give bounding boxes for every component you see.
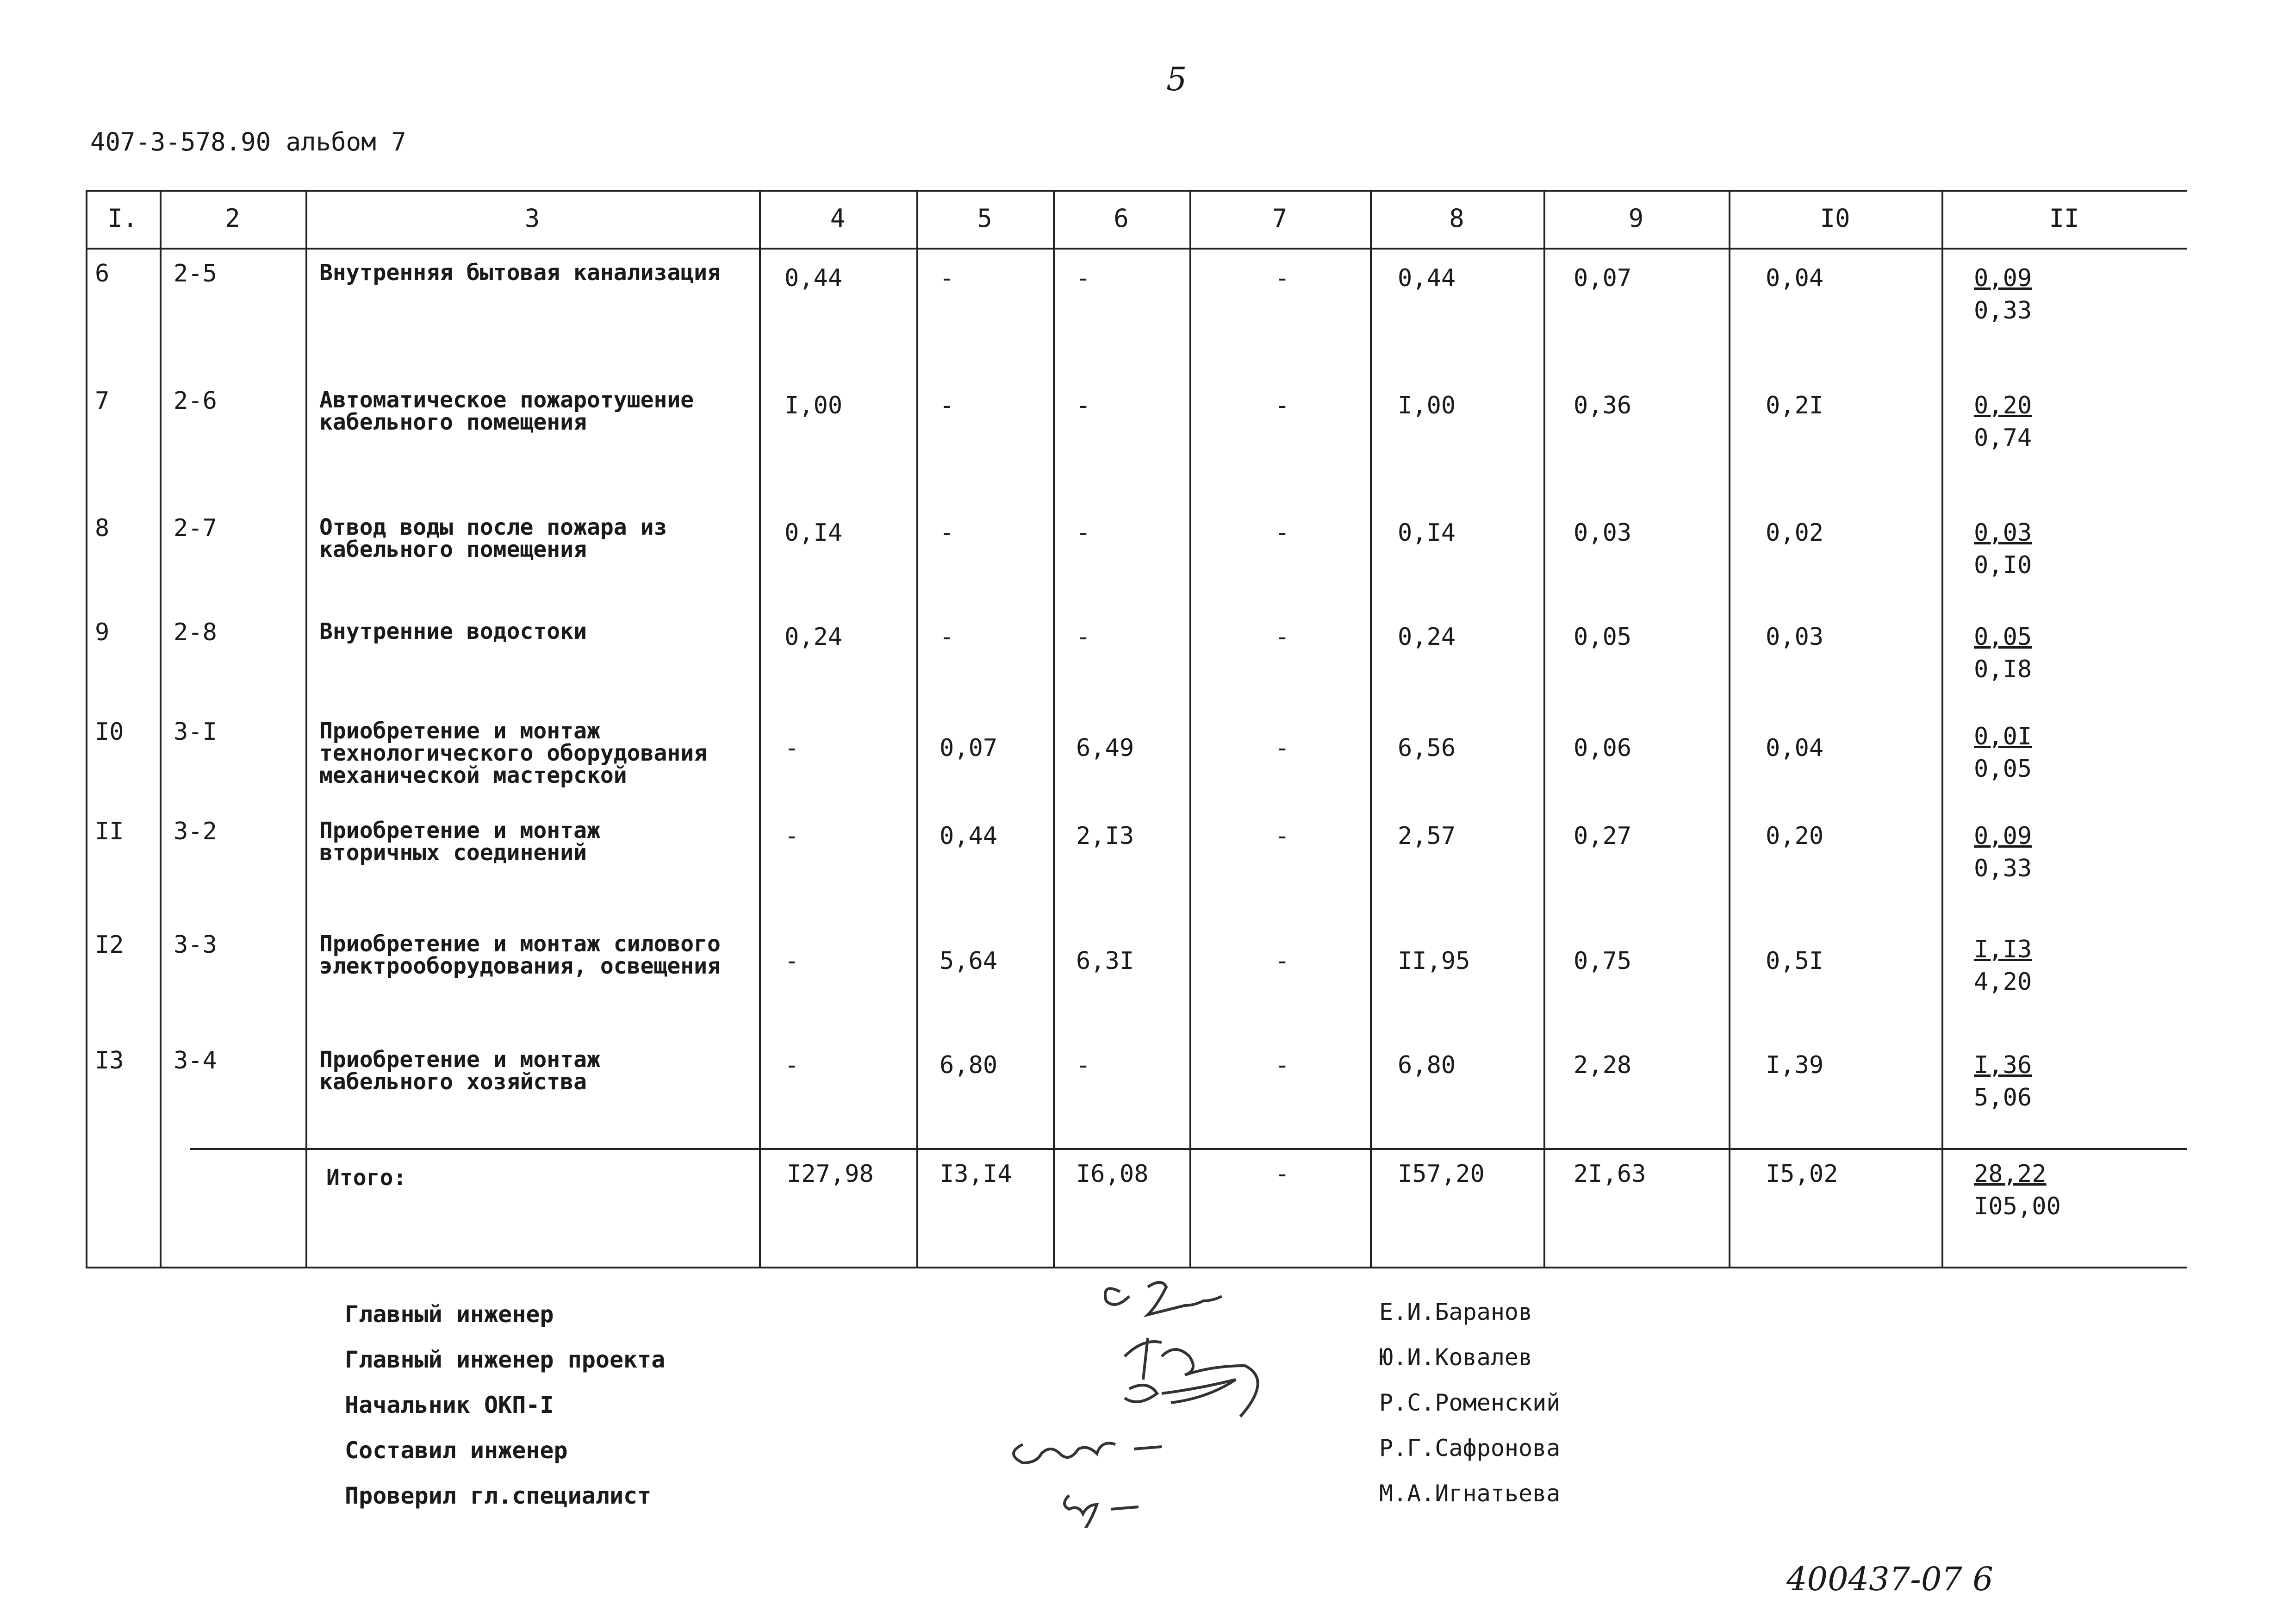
col-7: - — [1275, 947, 1290, 975]
total-col-6: I6,08 — [1076, 1160, 1149, 1188]
col-11-top: 0,03 — [1974, 519, 2032, 547]
header-col-11: II — [2049, 204, 2079, 233]
header-col-3: 3 — [524, 204, 540, 233]
col-line — [86, 190, 87, 1268]
col-7: - — [1275, 623, 1290, 651]
col-5: - — [940, 392, 954, 419]
col-8: II,95 — [1398, 947, 1470, 975]
row-description: Автоматическое пожаротушение кабельного помещения — [319, 387, 694, 435]
col-5: - — [940, 623, 954, 651]
cost-table — [86, 190, 2187, 1268]
col-6: 2,I3 — [1076, 822, 1134, 850]
row-number: I0 — [95, 718, 124, 746]
total-col-7: - — [1275, 1160, 1290, 1188]
header-col-1: I. — [107, 204, 138, 233]
col-line — [1941, 190, 1943, 1268]
col-5: 0,44 — [940, 822, 998, 850]
col-10: 0,04 — [1766, 264, 1824, 292]
col-line — [916, 190, 918, 1268]
col-11-top: 0,05 — [1974, 623, 2032, 651]
col-11-bottom: 0,74 — [1974, 424, 2032, 452]
col-8: 0,44 — [1398, 264, 1456, 292]
col-6: 6,3I — [1076, 947, 1134, 975]
col-9: 0,03 — [1574, 519, 1632, 547]
col-7: - — [1275, 822, 1290, 850]
row-description: Внутренняя бытовая канализация — [319, 260, 721, 286]
total-col-4: I27,98 — [787, 1160, 874, 1188]
col-4: 0,44 — [784, 264, 843, 292]
col-9: 0,07 — [1574, 264, 1632, 292]
row-number: 6 — [95, 260, 110, 287]
row-number: I3 — [95, 1047, 124, 1074]
col-10: 0,5I — [1766, 947, 1824, 975]
total-separator — [190, 1148, 2187, 1150]
page-number: 5 — [1166, 60, 1187, 98]
row-description: Внутренние водостоки — [319, 618, 587, 644]
total-col-5: I3,I4 — [940, 1160, 1012, 1188]
col-4: - — [784, 822, 799, 850]
col-5: 0,07 — [940, 734, 998, 762]
row-code: 3-2 — [174, 818, 217, 845]
archive-stamp: 400437-07 6 — [1786, 1560, 1993, 1598]
col-4: I,00 — [784, 392, 843, 419]
col-8: 2,57 — [1398, 822, 1456, 850]
col-10: 0,04 — [1766, 734, 1824, 762]
header-col-6: 6 — [1114, 204, 1129, 233]
col-line — [1729, 190, 1730, 1268]
col-11-bottom: 0,I0 — [1974, 551, 2032, 579]
col-11-top: I,36 — [1974, 1051, 2032, 1079]
row-code: 2-5 — [174, 260, 217, 287]
col-10: 0,03 — [1766, 623, 1824, 651]
col-6: - — [1076, 519, 1091, 547]
col-6: 6,49 — [1076, 734, 1134, 762]
signature-role: Главный инженер — [345, 1301, 554, 1328]
col-10: 0,2I — [1766, 392, 1824, 419]
col-line — [160, 190, 162, 1268]
col-9: 0,05 — [1574, 623, 1632, 651]
col-8: 0,24 — [1398, 623, 1456, 651]
col-7: - — [1275, 519, 1290, 547]
col-9: 0,06 — [1574, 734, 1632, 762]
col-7: - — [1275, 392, 1290, 419]
row-number: 7 — [95, 387, 110, 415]
signature-role: Проверил гл.специалист — [345, 1482, 652, 1509]
header-col-10: I0 — [1820, 204, 1850, 233]
col-8: I,00 — [1398, 392, 1456, 419]
header-col-4: 4 — [830, 204, 846, 233]
col-8: 0,I4 — [1398, 519, 1456, 547]
col-11-bottom: 0,33 — [1974, 855, 2032, 882]
col-10: I,39 — [1766, 1051, 1824, 1079]
col-9: 2,28 — [1574, 1051, 1632, 1079]
header-col-5: 5 — [977, 204, 992, 233]
col-5: - — [940, 519, 954, 547]
col-6: - — [1076, 392, 1091, 419]
col-11-top: 0,0I — [1974, 723, 2032, 750]
header-col-2: 2 — [225, 204, 240, 233]
col-11-bottom: 0,I8 — [1974, 656, 2032, 683]
col-5: 6,80 — [940, 1051, 998, 1079]
col-4: 0,I4 — [784, 519, 843, 547]
col-6: - — [1076, 264, 1091, 292]
col-11-bottom: 4,20 — [1974, 968, 2032, 996]
total-col-9: 2I,63 — [1574, 1160, 1646, 1188]
col-5: 5,64 — [940, 947, 998, 975]
header-col-8: 8 — [1449, 204, 1464, 233]
signature-name: Р.С.Роменский — [1379, 1389, 1561, 1416]
signature-role: Составил инженер — [345, 1437, 568, 1464]
col-line — [759, 190, 761, 1268]
row-description: Приобретение и монтаж кабельного хозяйства — [319, 1047, 600, 1095]
row-number: 9 — [95, 618, 110, 646]
col-4: 0,24 — [784, 623, 843, 651]
col-line — [1053, 190, 1055, 1268]
total-label: Итого: — [326, 1165, 407, 1191]
header-bottom-border — [86, 248, 2187, 250]
col-line — [305, 190, 307, 1268]
col-11-top: 0,20 — [1974, 392, 2032, 419]
col-8: 6,56 — [1398, 734, 1456, 762]
row-description: Приобретение и монтаж вторичных соединений — [319, 818, 600, 866]
signature-role: Главный инженер проекта — [345, 1346, 666, 1373]
col-7: - — [1275, 264, 1290, 292]
row-code: 3-I — [174, 718, 217, 746]
row-number: II — [95, 818, 124, 845]
col-6: - — [1076, 1051, 1091, 1079]
col-7: - — [1275, 734, 1290, 762]
row-code: 2-8 — [174, 618, 217, 646]
handwritten-signatures — [1009, 1268, 1361, 1528]
signature-role: Начальник ОКП-I — [345, 1392, 554, 1418]
col-9: 0,36 — [1574, 392, 1632, 419]
signature-name: Ю.И.Ковалев — [1379, 1344, 1533, 1371]
row-description: Приобретение и монтаж технологического оборудования механической мастерской — [319, 718, 708, 788]
col-11-bottom: 0,33 — [1974, 297, 2032, 325]
row-number: I2 — [95, 931, 124, 959]
header-col-7: 7 — [1272, 204, 1288, 233]
col-11-bottom: 0,05 — [1974, 755, 2032, 783]
row-code: 2-6 — [174, 387, 217, 415]
col-11-top: 0,09 — [1974, 822, 2032, 850]
col-11-bottom: 5,06 — [1974, 1084, 2032, 1112]
col-9: 0,27 — [1574, 822, 1632, 850]
signature-name: Р.Г.Сафронова — [1379, 1435, 1561, 1462]
header-col-9: 9 — [1628, 204, 1644, 233]
col-11-top: I,I3 — [1974, 936, 2032, 963]
total-col-8: I57,20 — [1398, 1160, 1485, 1188]
row-description: Отвод воды после пожара из кабельного помещения — [319, 514, 667, 562]
col-line — [1370, 190, 1372, 1268]
col-4: - — [784, 947, 799, 975]
signature-name: Е.И.Баранов — [1379, 1299, 1533, 1325]
total-col-11-bottom: I05,00 — [1974, 1193, 2061, 1220]
col-11-top: 0,09 — [1974, 264, 2032, 292]
col-9: 0,75 — [1574, 947, 1632, 975]
col-10: 0,20 — [1766, 822, 1824, 850]
row-code: 3-4 — [174, 1047, 217, 1074]
col-8: 6,80 — [1398, 1051, 1456, 1079]
col-line — [1543, 190, 1545, 1268]
row-number: 8 — [95, 514, 110, 542]
col-7: - — [1275, 1051, 1290, 1079]
col-line — [1189, 190, 1191, 1268]
signature-name: М.А.Игнатьева — [1379, 1480, 1561, 1507]
total-col-10: I5,02 — [1766, 1160, 1838, 1188]
col-5: - — [940, 264, 954, 292]
row-code: 3-3 — [174, 931, 217, 959]
col-6: - — [1076, 623, 1091, 651]
document-reference: 407-3-578.90 альбом 7 — [90, 127, 406, 156]
col-10: 0,02 — [1766, 519, 1824, 547]
row-description: Приобретение и монтаж силового электрооборудования, освещения — [319, 931, 721, 979]
total-col-11-top: 28,22 — [1974, 1160, 2047, 1188]
col-4: - — [784, 1051, 799, 1079]
table-top-border — [86, 190, 2187, 192]
col-4: - — [784, 734, 799, 762]
row-code: 2-7 — [174, 514, 217, 542]
